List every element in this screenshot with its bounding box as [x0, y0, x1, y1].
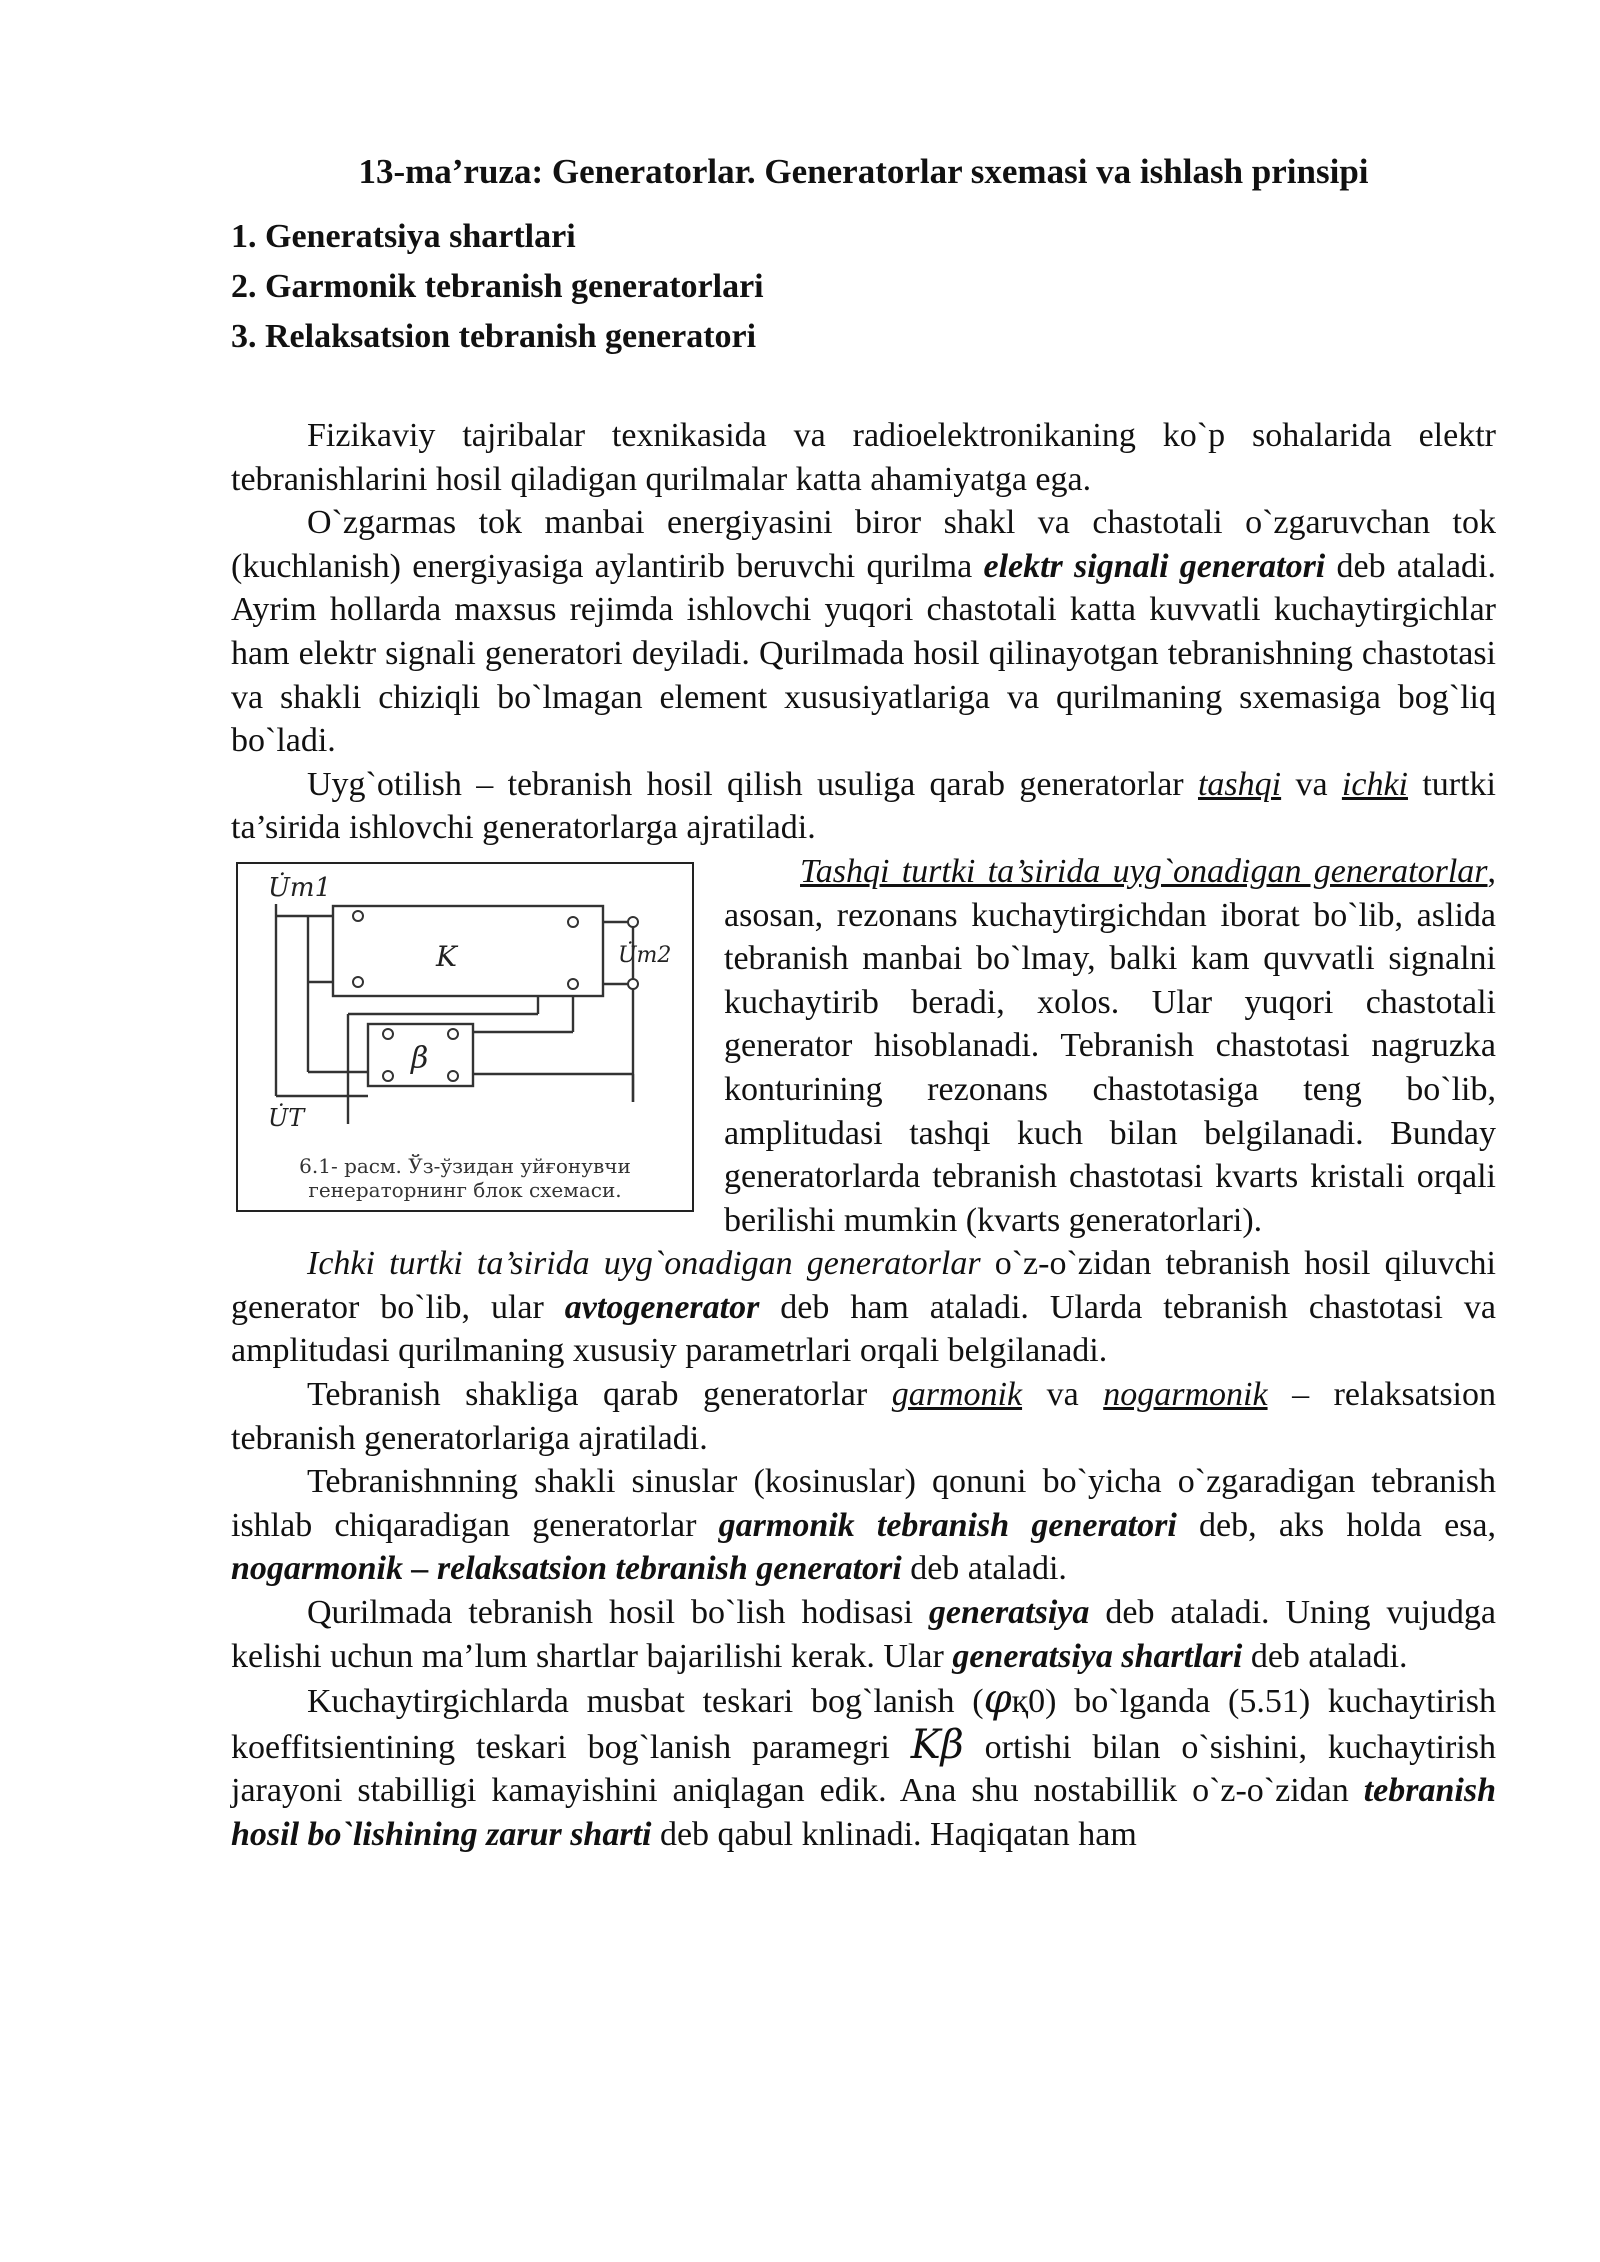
block-diagram-figure: [236, 862, 694, 1212]
term-generatsiya: generatsiya: [928, 1594, 1090, 1632]
outline-item: 2. Garmonik tebranish generatorlari: [231, 268, 764, 305]
term-nogarmonik: nogarmonik: [1103, 1376, 1268, 1414]
term-garmonik-generator: garmonik tebranish generatori: [718, 1506, 1177, 1544]
label-k: K: [436, 939, 457, 973]
term-generatsiya-shartlari: generatsiya shartlari: [952, 1637, 1243, 1675]
paragraph-generation: Qurilmada tebranish hosil bo`lish hodisasi generatsiya deb ataladi. Uning vujudga kelishi uchun ma’lum shartlar bajarilishi kerak. Ular generatsiya shartlari deb ataladi.: [231, 1594, 1496, 1675]
paragraph-intro: Fizikaviy tajribalar texnikasida va radioelektronikaning ko`p sohalarida elektr tebranishlarini hosil qiladigan qurilmalar katta ahamiyatga ega.: [231, 417, 1496, 498]
term-zarur-shart: tebranish hosil bo`lishining zarur sharti: [231, 1772, 1496, 1853]
term-relaksatsion-generator: nogarmonik – relaksatsion tebranish generatori: [231, 1550, 902, 1588]
topic-outline: [231, 212, 1496, 362]
label-um1: U̇m1: [268, 872, 332, 903]
term-ichki: ichki: [1341, 765, 1408, 803]
phi-symbol: φ: [983, 1676, 1012, 1723]
paragraph-external-excitation: Tashqi turtki ta’sirida uyg`onadigan generatorlar, asosan, rezonans kuchaytirgichdan iborat bo`lib, aslida tebranish manbai bo`lmay, balki kam quvvatli signalni kuchaytirib beradi, xolos. Ular yuqori chastotali generator hisoblanadi. Tebranish chastotasi nagruzka konturining rezonans chastotasiga teng bo`lib, amplitudasi tashqi kuch bilan belgilanadi. Bunday generatorlarda tebranish chastotasi kvarts kristali orqali berilishi mumkin (kvarts generatorlari).: [724, 852, 1496, 1239]
term-ichki-generatorlar: Ichki turtki ta’sirida uyg`onadigan generatorlar: [307, 1245, 981, 1283]
paragraph-feedback: Kuchaytirgichlarda musbat teskari bog`lanish (φқ0) bo`lganda (5.51) kuchaytirish koeffitsientining teskari bog`lanish paramegri Kβ ortishi bilan o`sishini, kuchaytirish jarayoni stabilligi kamayishini aniqlagan edik. Ana shu nostabillik o`z-o`zidan tebranish hosil bo`lishining zarur sharti deb qabul knlinadi. Haqiqatan ham: [231, 1676, 1496, 1853]
k-beta-symbol: Kβ: [910, 1721, 964, 1768]
paragraph-harmonic: Tebranishnning shakli sinuslar (kosinuslar) qonuni bo`yicha o`zgaradigan tebranish ishlab chiqaradigan generatorlar garmonik tebranish generatori deb, aks holda esa, nogarmonik – relaksatsion tebranish generatori deb ataladi.: [231, 1463, 1497, 1588]
term-tashqi: tashqi: [1197, 765, 1282, 803]
term-garmonik: garmonik: [891, 1376, 1023, 1414]
figure-caption: 6.1- расм. Ўз-ўзидан уйғонувчи генераторнинг блок схемаси.: [299, 1153, 631, 1202]
outline-item: 3. Relaksatsion tebranish generatori: [231, 318, 757, 355]
paragraph-excitation: Uyg`otilish – tebranish hosil qilish usuliga qarab generatorlar tashqi va ichki turtki ta’sirida ishlovchi generatorlarga ajratiladi.: [231, 765, 1496, 847]
label-beta: β: [411, 1040, 429, 1076]
label-ut: U̇T: [268, 1103, 305, 1132]
outline-item: 1. Generatsiya shartlari: [231, 218, 576, 255]
term-tashqi-generatorlar: Tashqi turtki ta’sirida uyg`onadigan generatorlar: [800, 852, 1488, 890]
paragraph-definition: O`zgarmas tok manbai energiyasini biror shakl va chastotali o`zgaruvchan tok (kuchlanish) energiyasiga aylantirib beruvchi qurilma elektr signali generatori deb ataladi. Ayrim hollarda maxsus rejimda ishlovchi yuqori chastotali katta kuvvatli kuchaytirgichlar ham elektr signali generatori deyiladi. Qurilmada hosil qilinayotgan tebranishning chastotasi va shakli chiziqli bo`lmagan element xususiyatlariga va qurilmaning sxemasiga bog`liq bo`ladi.: [231, 504, 1497, 760]
label-um2: U̇m2: [618, 942, 672, 968]
paragraph-internal-excitation: Ichki turtki ta’sirida uyg`onadigan generatorlar o`z-o`zidan tebranish hosil qiluvchi generator bo`lib, ular avtogenerator deb ham ataladi. Ularda tebranish chastotasi va amplitudasi qurilmaning xususiy parametrlari orqali belgilanadi.: [231, 1245, 1496, 1370]
paragraph-shape-types: Tebranish shakliga qarab generatorlar garmonik va nogarmonik – relaksatsion tebranish generatorlariga ajratiladi.: [231, 1376, 1497, 1457]
term-elektr-signali-generatori: elektr signali generatori: [983, 547, 1326, 585]
term-avtogenerator: avtogenerator: [564, 1288, 760, 1326]
document-page: [231, 150, 1496, 1857]
lecture-title: 13-ma’ruza: Generatorlar. Generatorlar sxemasi va ishlash prinsipi: [358, 152, 1369, 191]
